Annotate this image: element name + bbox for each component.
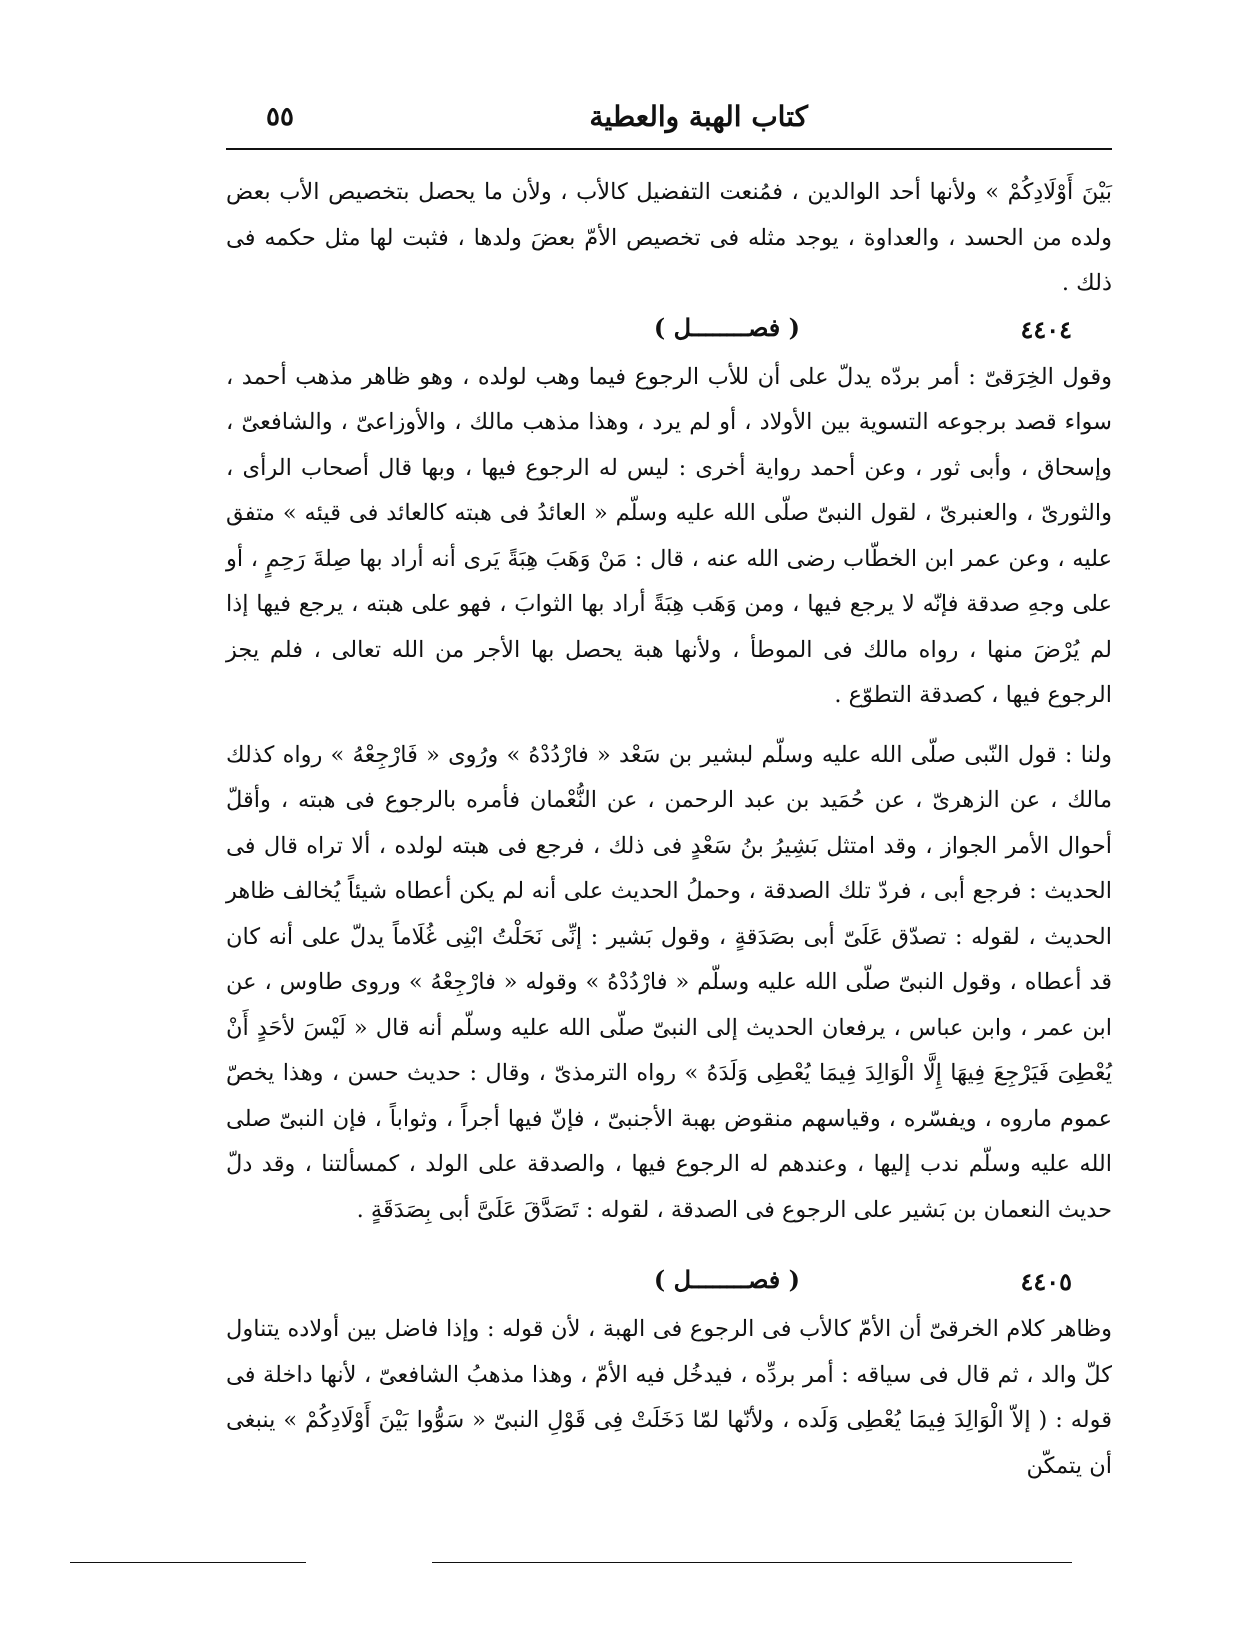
page-header <box>228 100 1108 140</box>
section-label: ( فصــــــــل ) <box>653 312 800 342</box>
header-rule <box>226 148 1112 150</box>
section-heading-4405 <box>226 1261 1112 1307</box>
paragraph-gap <box>226 1233 1112 1259</box>
section-number: ٤٤٠٥ <box>1020 1267 1072 1296</box>
footnote-rule <box>70 1562 306 1563</box>
page-body <box>226 170 1112 1489</box>
section-label: ( فصــــــــل ) <box>653 1265 800 1294</box>
paragraph-gap <box>226 719 1112 733</box>
section-number: ٤٤٠٤ <box>1020 314 1072 344</box>
footnote-rule <box>432 1562 1072 1563</box>
section-heading-4404 <box>226 309 1112 355</box>
page-number: ٥٥ <box>266 102 294 132</box>
running-title: كتاب الهبة والعطية <box>589 100 808 133</box>
paragraph-3: ولنا : قول النّبى صلّى الله عليه وسلّم لبشير بن سَعْد « فارْدُدْهُ » ورُوى « فَارْجِعْهُ » رواه كذلك مالك ، عن الزهرىّ ، عن حُمَيد بن عبد الرحمن ، عن النُّعْمان فأمره بالرجوع فى هبته ، وأقلّ أحوال الأمر الجواز ، وقد امتثل بَشِيرُ بنُ سَعْدٍ فى ذلك ، فرجع فى هبته لولده ، ألا تراه قال فى الحديث : فرجع أبى ، فردّ تلك الصدقة ، وحملُ الحديث على أنه لم يكن أعطاه شيئاً يُخالف ظاهر الحديث ، لقوله : تصدّق عَلَىّ أبى بصَدَقةٍ ، وقول بَشير : إنِّى نَحَلْتُ ابْنِى غُلَاماً يدلّ على أنه كان قد أعطاه ، وقول النبىّ صلّى الله عليه وسلّم « فارْدُدْهُ » وقوله « فارْجِعْهُ » وروى طاوس ، عن ابن عمر ، وابن عباس ، يرفعان الحديث إلى النبىّ صلّى الله عليه وسلّم أنه قال « لَيْسَ لأحَدٍ أَنْ يُعْطِىَ فَيَرْجِعَ فِيهَا إِلَّا الْوَالِدَ فِيمَا يُعْطِى وَلَدَهُ » رواه الترمذىّ ، وقال : حديث حسن ، وهذا يخصّ عموم ماروه ، ويفسّره ، وقياسهم منقوض بهبة الأجنبىّ ، فإنّ فيها أجراً ، وثواباً ، فإن النبىّ صلى الله عليه وسلّم ندب إليها ، وعندهم له الرجوع فيها ، والصدقة على الولد ، كمسألتنا ، وقد دلّ حديث النعمان بن بَشير على الرجوع فى الصدقة ، لقوله : تَصَدَّقَ عَلَىَّ أبى بِصَدَقَةٍ . <box>226 741 1112 1223</box>
paragraph-2: وقول الخِرَقىّ : أمر بردّه يدلّ على أن للأب الرجوع فيما وهب لولده ، وهو ظاهر مذهب أحمد ، سواء قصد برجوعه التسوية بين الأولاد ، أو لم يرد ، وهذا مذهب مالك ، والأوزاعىّ ، والشافعىّ ، وإسحاق ، وأبى ثور ، وعن أحمد رواية أخرى : ليس له الرجوع فيها ، وبها قال أصحاب الرأى ، والثورىّ ، والعنبرىّ ، لقول النبىّ صلّى الله عليه وسلّم « العائدُ فى هبته كالعائد فى قيئه » متفق عليه ، وعن عمر ابن الخطّاب رضى الله عنه ، قال : مَنْ وَهَبَ هِبَةً يَرى أنه أراد بها صِلةَ رَحِمٍ ، أو على وجهِ صدقة فإنّه لا يرجع فيها ، ومن وَهَب هِبَةً أراد بها الثوابَ ، فهو على هبته ، يرجع فيها إذا لم يُرْضَ منها ، رواه مالك فى الموطأ ، ولأنها هبة يحصل بها الأجر من الله تعالى ، فلم يجز الرجوع فيها ، كصدقة التطوّع . <box>226 363 1112 708</box>
paragraph-1: بَيْنَ أَوْلَادِكُمْ » ولأنها أحد الوالدين ، فمُنعت التفضيل كالأب ، ولأن ما يحصل بتخصيص الأب بعض ولده من الحسد ، والعداوة ، يوجد مثله فى تخصيص الأمّ بعضَ ولدها ، فثبت لها مثل حكمه فى ذلك . <box>226 179 1112 296</box>
paragraph-4: وظاهر كلام الخرقىّ أن الأمّ كالأب فى الرجوع فى الهبة ، لأن قوله : وإذا فاضل بين أولاده يتناول كلّ والد ، ثم قال فى سياقه : أمر بردِّه ، فيدخُل فيه الأمّ ، وهذا مذهبُ الشافعىّ ، لأنها داخلة فى قوله : ( إلاّ الْوَالِدَ فِيمَا يُعْطِى وَلَده ، ولأنّها لمّا دَخَلَتْ فِى قَوْلِ النبىّ « سَوُّوا بَيْنَ أَوْلَادِكُمْ » ينبغى أن يتمكّن <box>226 1316 1112 1479</box>
